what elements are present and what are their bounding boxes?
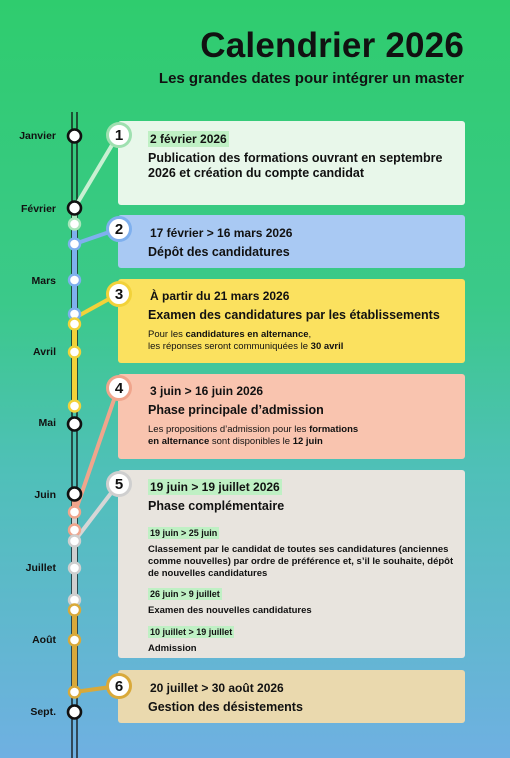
month-label-sept: Sept. — [30, 706, 56, 718]
month-label-fevrier: Février — [20, 203, 56, 215]
step-3-note: Pour les candidatures en alternance, les réponses seront communiquées le 30 avril — [148, 329, 344, 352]
step-5-heading: Phase complémentaire — [148, 499, 285, 513]
step-1-badge: 1 — [106, 122, 132, 148]
station-step2-start — [69, 239, 80, 250]
month-label-janvier: Janvier — [19, 130, 56, 142]
station-step6 — [69, 605, 80, 616]
step-5-sub-2: 26 juin > 9 juillet Examen des nouvelles candidatures — [148, 589, 312, 616]
step-4-heading: Phase principale d’admission — [148, 403, 324, 417]
station-step5 — [69, 536, 80, 547]
month-label-mars: Mars — [31, 275, 56, 287]
step-5-sub-1: 19 juin > 25 juin Classement par le candidat de toutes ses candidatures (anciennes comme nouvelles) par ordre de préférence et, s’il le souhaite, dépôt de nouvelles candidatures — [148, 528, 454, 579]
step-5-badge: 5 — [106, 471, 132, 497]
step-2-date: 17 février > 16 mars 2026 — [150, 226, 293, 240]
step-4-badge: 4 — [106, 375, 132, 401]
step-5-sub-3: 10 juillet > 19 juillet Admission — [148, 627, 233, 654]
station-juin — [68, 488, 81, 501]
step-1-date: 2 février 2026 — [150, 132, 227, 146]
step-6-date: 20 juillet > 30 août 2026 — [150, 681, 284, 695]
step-2-heading: Dépôt des candidatures — [148, 245, 290, 259]
station-sept — [68, 706, 81, 719]
step-card-4 — [118, 374, 465, 459]
step-4-note: Les propositions d’admission pour les formations en alternance sont disponibles le 12 juin — [148, 424, 359, 447]
step-card-3 — [118, 279, 465, 363]
station-step1 — [69, 219, 80, 230]
station-mars — [69, 275, 80, 286]
station-fevrier — [68, 202, 81, 215]
station-mai — [68, 418, 81, 431]
step-card-2 — [118, 215, 465, 268]
station-aout — [69, 635, 80, 646]
step-1-heading: Publication des formations ouvrant en septembre 2026 et création du compte candidat — [148, 151, 443, 180]
station-step4 — [69, 507, 80, 518]
step-5-date: 19 juin > 19 juillet 2026 — [150, 480, 280, 494]
station-step4-end — [69, 525, 80, 536]
month-label-mai: Mai — [38, 417, 56, 429]
station-janvier — [68, 130, 81, 143]
step-4-date: 3 juin > 16 juin 2026 — [150, 384, 264, 398]
step-card-5 — [118, 470, 465, 658]
station-step6-end — [69, 687, 80, 698]
station-juillet — [69, 563, 80, 574]
step-3-date: À partir du 21 mars 2026 — [150, 289, 290, 303]
page-title: Calendrier 2026 — [200, 26, 464, 65]
station-step3 — [69, 319, 80, 330]
step-3-heading: Examen des candidatures par les établissements — [148, 308, 440, 322]
station-step3-end — [69, 401, 80, 412]
step-6-heading: Gestion des désistements — [148, 700, 303, 714]
month-label-juillet: Juillet — [25, 562, 56, 574]
step-card-6 — [118, 670, 465, 723]
station-avril — [69, 347, 80, 358]
page-subtitle: Les grandes dates pour intégrer un master — [158, 70, 464, 87]
month-label-juin: Juin — [34, 489, 56, 501]
step-2-badge: 2 — [106, 216, 132, 242]
step-3-badge: 3 — [106, 281, 132, 307]
month-label-avril: Avril — [33, 346, 56, 358]
step-card-1 — [118, 121, 465, 205]
step-6-badge: 6 — [106, 673, 132, 699]
month-label-aout: Août — [32, 634, 56, 646]
